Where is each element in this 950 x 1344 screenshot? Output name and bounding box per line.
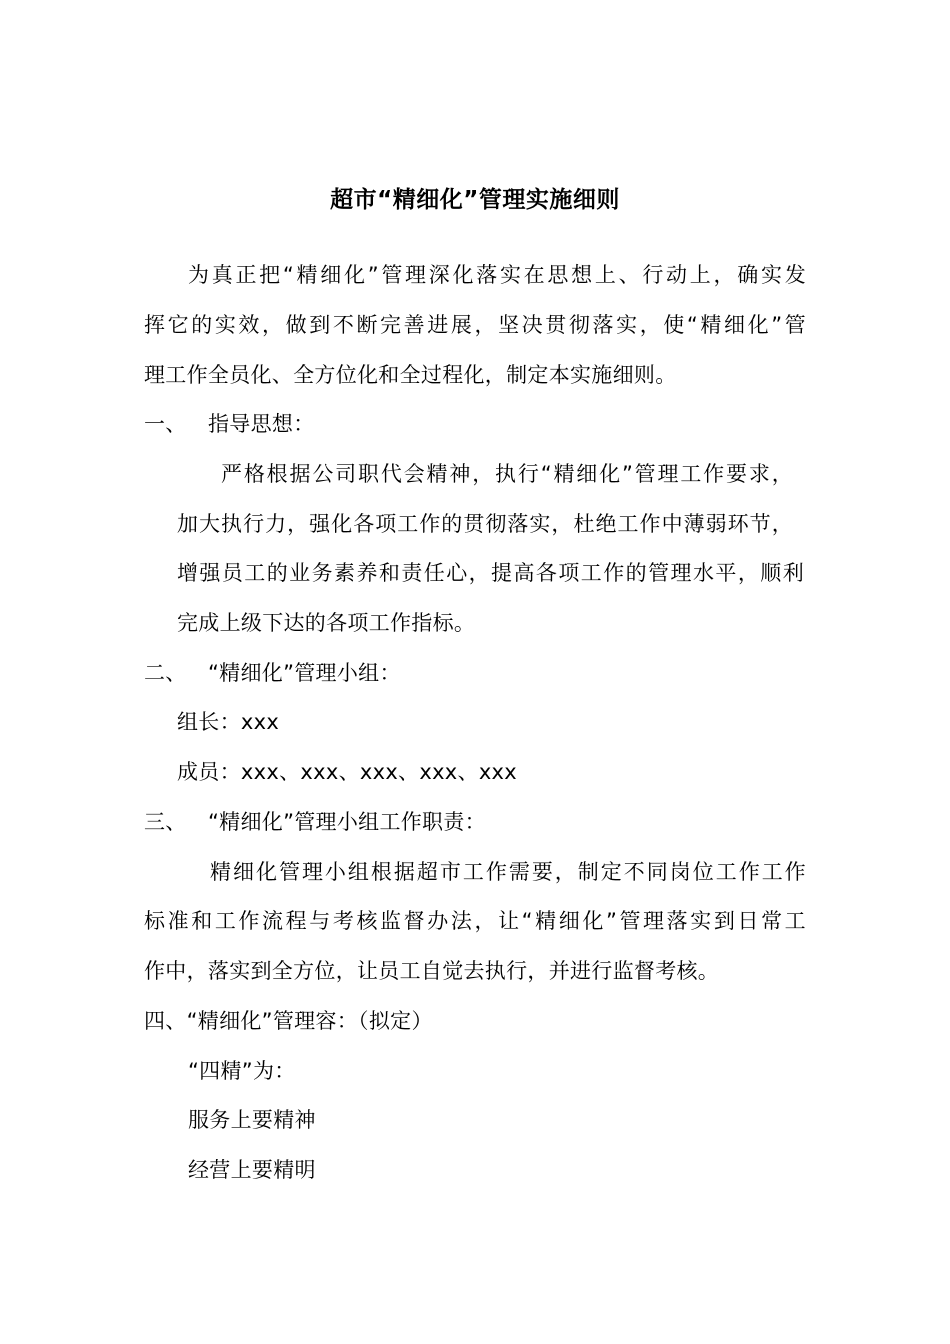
section-1-number: 一、: [144, 412, 187, 436]
section-2-number: 二、: [144, 661, 187, 685]
section-2-heading: [144, 658, 401, 688]
section-1-line-2: 加大执行力，强化各项工作的贯彻落实，杜绝工作中薄弱环节，: [177, 512, 793, 536]
group-members: 成员：xxx、xxx、xxx、xxx、xxx: [177, 760, 518, 784]
section-3-line-3: 作中，落实到全方位，让员工自觉去执行，并进行监督考核。: [144, 959, 720, 983]
section-1-line-1: 严格根据公司职代会精神，执行“精细化”管理工作要求，: [221, 462, 793, 486]
section-3-line-1: 精细化管理小组根据超市工作需要，制定不同岗位工作工作: [210, 860, 806, 884]
section-3-heading: [144, 807, 486, 837]
section-3-number: 三、: [144, 810, 187, 834]
intro-line-2: 挥它的实效，做到不断完善进展，坚决贯彻落实，使“精细化”管: [144, 313, 806, 337]
section-3-title: “精细化”管理小组工作职责：: [208, 810, 486, 834]
section-4-line-3: 经营上要精明: [188, 1158, 316, 1182]
section-1-title: 指导思想：: [208, 412, 315, 436]
group-leader: 组长：xxx: [177, 710, 280, 734]
section-1-line-4: 完成上级下达的各项工作指标。: [177, 611, 476, 635]
intro-line-3: 理工作全员化、全方位化和全过程化，制定本实施细则。: [144, 363, 677, 387]
section-2-title: “精细化”管理小组：: [208, 661, 401, 685]
section-4-line-2: 服务上要精神: [188, 1108, 316, 1132]
section-4-line-1: “四精”为：: [188, 1059, 296, 1083]
document-title: 超市“精细化”管理实施细则: [330, 187, 620, 213]
section-1-heading: [144, 409, 315, 439]
section-3-line-2: 标准和工作流程与考核监督办法，让“精细化”管理落实到日常工: [144, 909, 806, 933]
section-1-line-3: 增强员工的业务素养和责任心，提高各项工作的管理水平，顺利: [177, 561, 804, 585]
section-4-heading: 四、“精细化”管理容：（拟定）: [144, 1009, 433, 1033]
intro-line-1: 为真正把“精细化”管理深化落实在思想上、行动上，确实发: [188, 263, 806, 287]
